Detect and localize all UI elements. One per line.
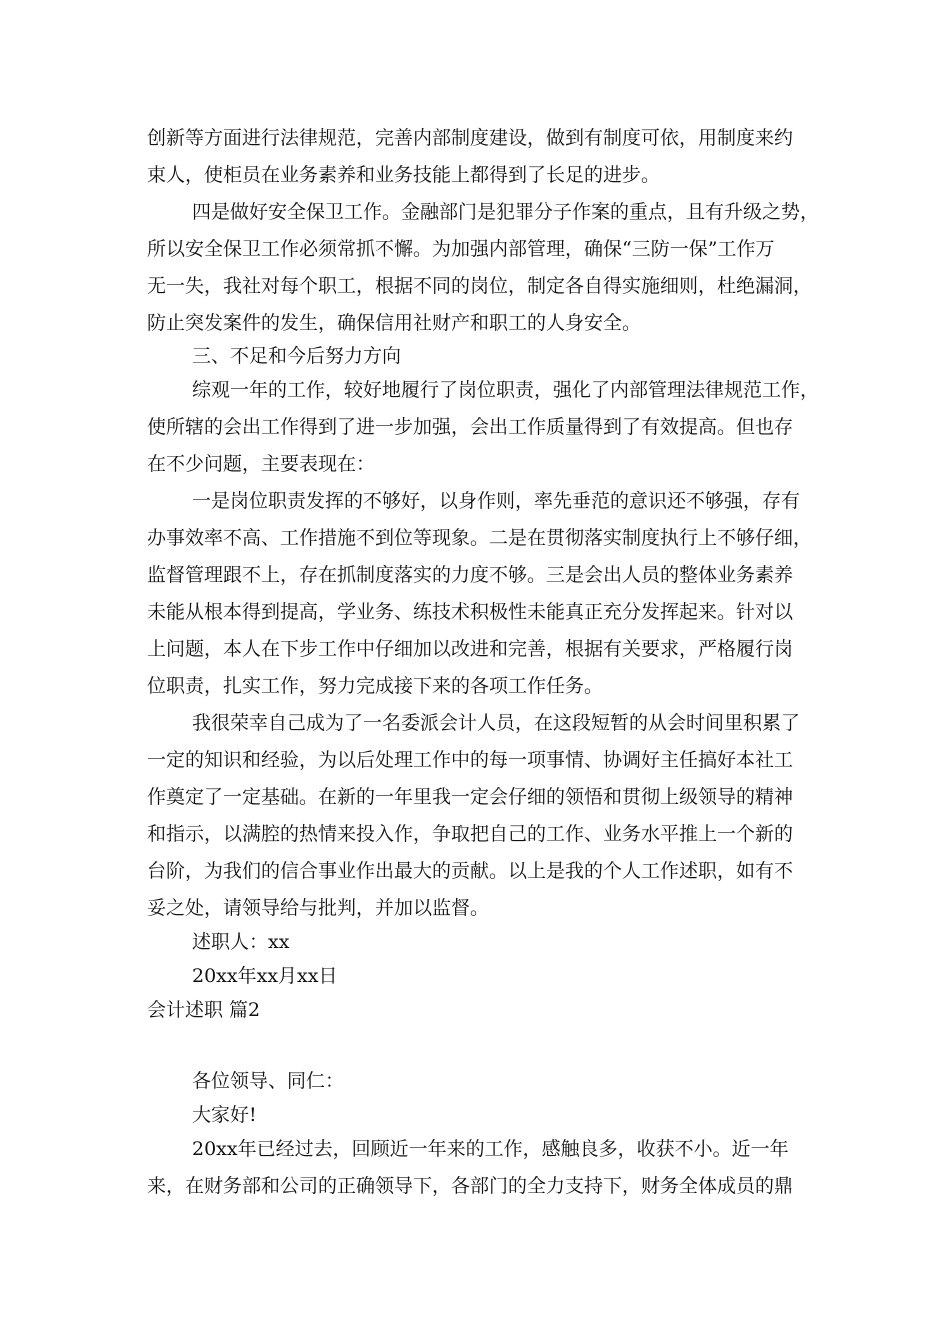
text-line: 我很荣幸自己成为了一名委派会计人员，在这段短暂的从会时间里积累了	[192, 712, 801, 734]
text-line: 20xx年已经过去，回顾近一年来的工作，感触良多，收获不小。近一年	[192, 1138, 789, 1160]
text-line: 一定的知识和经验，为以后处理工作中的每一项事情、协调好主任搞好本社工	[147, 749, 794, 771]
text-line: 所以安全保卫工作必须常抓不懈。为加强内部管理，确保“三防一保”工作万	[147, 238, 775, 260]
greeting-line: 大家好!	[192, 1104, 257, 1126]
section-title: 会计述职 篇2	[147, 999, 261, 1021]
salutation-line: 各位领导、同仁：	[192, 1070, 345, 1092]
text-line: 上问题，本人在下步工作中仔细加以改进和完善，根据有关要求，严格履行岗	[147, 638, 794, 660]
text-line: 无一失，我社对每个职工，根据不同的岗位，制定各自得实施细则，杜绝漏洞，	[147, 275, 813, 297]
text-line: 妥之处，请领导给与批判，并加以监督。	[147, 897, 490, 919]
text-line: 防止突发案件的发生，确保信用社财产和职工的人身安全。	[147, 312, 642, 334]
text-line: 使所辖的会出工作得到了进一步加强，会出工作质量得到了有效提高。但也存	[147, 416, 794, 438]
text-line: 综观一年的工作，较好地履行了岗位职责，强化了内部管理法律规范工作，	[192, 379, 820, 401]
text-line: 办事效率不高、工作措施不到位等现象。二是在贯彻落实制度执行上不够仔细，	[147, 527, 813, 549]
date-line: 20xx年xx月xx日	[192, 965, 338, 987]
text-line: 台阶，为我们的信合事业作出最大的贡献。以上是我的个人工作述职，如有不	[147, 860, 794, 882]
text-line: 未能从根本得到提高，学业务、练技术积极性未能真正充分发挥起来。针对以	[147, 601, 794, 623]
text-line: 来，在财务部和公司的正确领导下，各部门的全力支持下，财务全体成员的鼎	[147, 1175, 794, 1197]
text-line: 作奠定了一定基础。在新的一年里我一定会仔细的领悟和贯彻上级领导的精神	[147, 786, 794, 808]
text-line: 束人，使柜员在业务素养和业务技能上都得到了长足的进步。	[147, 164, 661, 186]
text-line: 在不少问题，主要表现在：	[147, 453, 376, 475]
text-line: 位职责，扎实工作，努力完成接下来的各项工作任务。	[147, 675, 604, 697]
text-line: 四是做好安全保卫工作。金融部门是犯罪分子作案的重点，且有升级之势，	[192, 201, 820, 223]
text-line: 和指示，以满腔的热情来投入作，争取把自己的工作、业务水平推上一个新的	[147, 823, 794, 845]
text-line: 监督管理跟不上，存在抓制度落实的力度不够。三是会出人员的整体业务素养	[147, 564, 794, 586]
section-heading: 三、不足和今后努力方向	[192, 345, 402, 367]
text-line: 一是岗位职责发挥的不够好，以身作则，率先垂范的意识还不够强，存有	[192, 490, 801, 512]
text-line: 创新等方面进行法律规范，完善内部制度建设，做到有制度可依，用制度来约	[147, 127, 794, 149]
signature-line: 述职人：xx	[192, 931, 290, 953]
